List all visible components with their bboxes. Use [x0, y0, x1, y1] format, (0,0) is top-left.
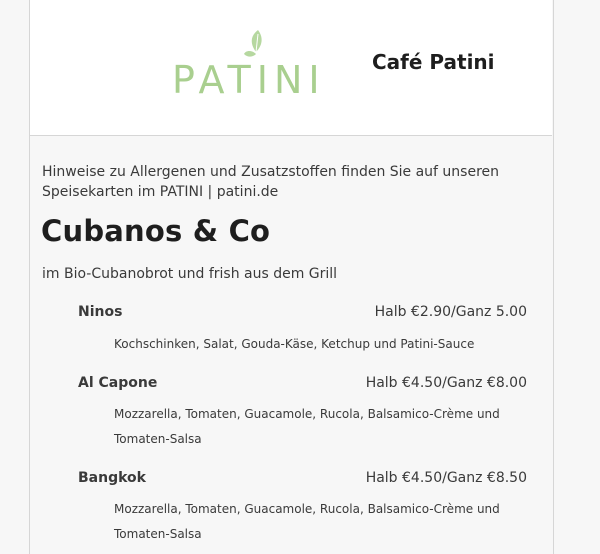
header [30, 0, 552, 136]
patini-logo [172, 28, 326, 102]
menu-item-description: Mozzarella, Tomaten, Guacamole, Rucola, Balsamico-Crème und Tomaten-Salsa [114, 502, 500, 541]
allergen-notice: Hinweise zu Allergenen und Zusatzstoffen finden Sie auf unseren Speisekarten im PATINI | patini.de [42, 164, 500, 200]
leaf-icon [244, 30, 262, 57]
cafe-name: Café Patini [372, 50, 495, 74]
menu-item-name: Ninos [78, 304, 123, 320]
menu-item-price: Halb €2.90/Ganz 5.00 [374, 304, 527, 320]
menu-item-name: Bangkok [78, 470, 146, 486]
menu-item-price: Halb €4.50/Ganz €8.50 [365, 470, 527, 486]
section-title: Cubanos & Co [41, 214, 271, 248]
menu-item-description: Mozzarella, Tomaten, Guacamole, Rucola, Balsamico-Crème und Tomaten-Salsa [114, 407, 500, 446]
logo-text: PATINI [172, 58, 326, 102]
menu-item-name: Al Capone [78, 375, 158, 391]
menu-item-price: Halb €4.50/Ganz €8.00 [365, 375, 527, 391]
section-subtitle: im Bio-Cubanobrot und frish aus dem Grill [42, 266, 338, 282]
menu-item-description: Kochschinken, Salat, Gouda-Käse, Ketchup und Patini-Sauce [114, 337, 475, 351]
